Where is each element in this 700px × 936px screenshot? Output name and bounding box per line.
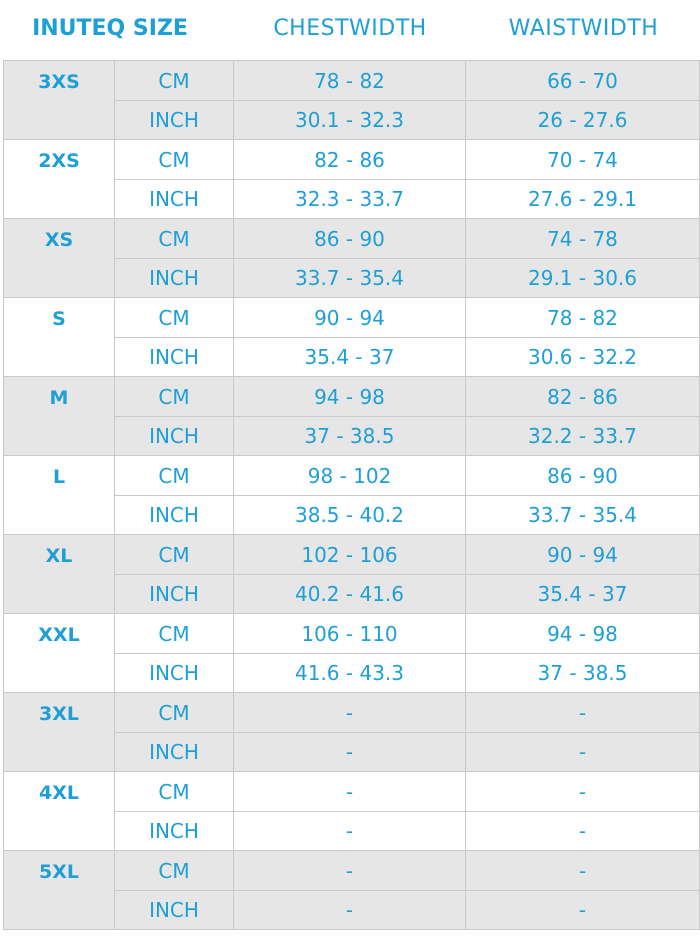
chest-column-header: CHESTWIDTH — [273, 15, 427, 41]
cm-row — [115, 140, 700, 179]
chest-value: 82 - 86 — [234, 140, 466, 179]
chest-value: 37 - 38.5 — [234, 417, 466, 455]
waist-value: - — [466, 693, 700, 732]
waist-value: 29.1 - 30.6 — [466, 259, 700, 297]
unit-label: CM — [115, 298, 234, 337]
cm-row — [115, 377, 700, 416]
table-header — [0, 0, 700, 60]
chest-value: - — [234, 733, 466, 771]
inch-row — [115, 179, 700, 218]
size-label: S — [3, 298, 115, 376]
cm-row — [115, 614, 700, 653]
inch-row — [115, 337, 700, 376]
cm-row — [115, 219, 700, 258]
waist-value: 74 - 78 — [466, 219, 700, 258]
size-label: XXL — [3, 614, 115, 692]
chest-value: 41.6 - 43.3 — [234, 654, 466, 692]
chest-value: 94 - 98 — [234, 377, 466, 416]
waist-value: - — [466, 733, 700, 771]
waist-value: 30.6 - 32.2 — [466, 338, 700, 376]
unit-label: CM — [115, 377, 234, 416]
chest-value: - — [234, 772, 466, 811]
chest-value: 40.2 - 41.6 — [234, 575, 466, 613]
size-column-header: INUTEQ SIZE — [32, 15, 188, 41]
size-group — [3, 61, 700, 140]
waist-value: 27.6 - 29.1 — [466, 180, 700, 218]
inch-row — [115, 416, 700, 455]
unit-label: INCH — [115, 654, 234, 692]
size-table — [3, 60, 700, 930]
size-group — [3, 772, 700, 851]
unit-label: INCH — [115, 733, 234, 771]
size-group — [3, 693, 700, 772]
cm-row — [115, 693, 700, 732]
inch-row — [115, 732, 700, 771]
inch-row — [115, 811, 700, 850]
size-label: XL — [3, 535, 115, 613]
size-group — [3, 140, 700, 219]
size-label: 3XS — [3, 61, 115, 139]
waist-value: 86 - 90 — [466, 456, 700, 495]
inch-row — [115, 495, 700, 534]
chest-value: 86 - 90 — [234, 219, 466, 258]
chest-value: 90 - 94 — [234, 298, 466, 337]
cm-row — [115, 298, 700, 337]
unit-label: CM — [115, 693, 234, 732]
waist-value: - — [466, 772, 700, 811]
waist-value: 26 - 27.6 — [466, 101, 700, 139]
unit-label: INCH — [115, 417, 234, 455]
size-group — [3, 298, 700, 377]
unit-label: INCH — [115, 891, 234, 929]
unit-label: CM — [115, 851, 234, 890]
size-label: 3XL — [3, 693, 115, 771]
size-label: XS — [3, 219, 115, 297]
waist-column-header: WAISTWIDTH — [508, 15, 659, 41]
inch-row — [115, 653, 700, 692]
chest-value: - — [234, 812, 466, 850]
cm-row — [115, 851, 700, 890]
inch-row — [115, 890, 700, 929]
size-group — [3, 456, 700, 535]
waist-value: - — [466, 851, 700, 890]
chest-value: 32.3 - 33.7 — [234, 180, 466, 218]
size-label: 2XS — [3, 140, 115, 218]
chest-value: 78 - 82 — [234, 61, 466, 100]
unit-label: INCH — [115, 812, 234, 850]
cm-row — [115, 61, 700, 100]
waist-value: 78 - 82 — [466, 298, 700, 337]
waist-value: 94 - 98 — [466, 614, 700, 653]
unit-label: CM — [115, 614, 234, 653]
unit-label: INCH — [115, 496, 234, 534]
unit-label: CM — [115, 219, 234, 258]
waist-value: 66 - 70 — [466, 61, 700, 100]
size-group — [3, 614, 700, 693]
waist-value: 35.4 - 37 — [466, 575, 700, 613]
chest-value: 98 - 102 — [234, 456, 466, 495]
unit-label: INCH — [115, 338, 234, 376]
cm-row — [115, 772, 700, 811]
inch-row — [115, 574, 700, 613]
unit-label: INCH — [115, 101, 234, 139]
waist-value: - — [466, 812, 700, 850]
inch-row — [115, 100, 700, 139]
waist-value: 37 - 38.5 — [466, 654, 700, 692]
chest-value: 33.7 - 35.4 — [234, 259, 466, 297]
unit-label: INCH — [115, 259, 234, 297]
chest-value: 38.5 - 40.2 — [234, 496, 466, 534]
waist-value: 70 - 74 — [466, 140, 700, 179]
unit-label: CM — [115, 61, 234, 100]
unit-label: CM — [115, 456, 234, 495]
chest-value: - — [234, 891, 466, 929]
unit-label: CM — [115, 772, 234, 811]
cm-row — [115, 535, 700, 574]
chest-value: - — [234, 693, 466, 732]
chest-value: 102 - 106 — [234, 535, 466, 574]
chest-value: 30.1 - 32.3 — [234, 101, 466, 139]
size-group — [3, 219, 700, 298]
unit-label: CM — [115, 140, 234, 179]
unit-label: INCH — [115, 575, 234, 613]
size-label: 5XL — [3, 851, 115, 929]
unit-label: CM — [115, 535, 234, 574]
chest-value: 106 - 110 — [234, 614, 466, 653]
size-group — [3, 377, 700, 456]
waist-value: 32.2 - 33.7 — [466, 417, 700, 455]
size-group — [3, 851, 700, 930]
size-label: L — [3, 456, 115, 534]
inch-row — [115, 258, 700, 297]
chest-value: - — [234, 851, 466, 890]
waist-value: 82 - 86 — [466, 377, 700, 416]
size-group — [3, 535, 700, 614]
unit-label: INCH — [115, 180, 234, 218]
waist-value: 90 - 94 — [466, 535, 700, 574]
waist-value: - — [466, 891, 700, 929]
size-label: 4XL — [3, 772, 115, 850]
waist-value: 33.7 - 35.4 — [466, 496, 700, 534]
cm-row — [115, 456, 700, 495]
size-label: M — [3, 377, 115, 455]
chest-value: 35.4 - 37 — [234, 338, 466, 376]
